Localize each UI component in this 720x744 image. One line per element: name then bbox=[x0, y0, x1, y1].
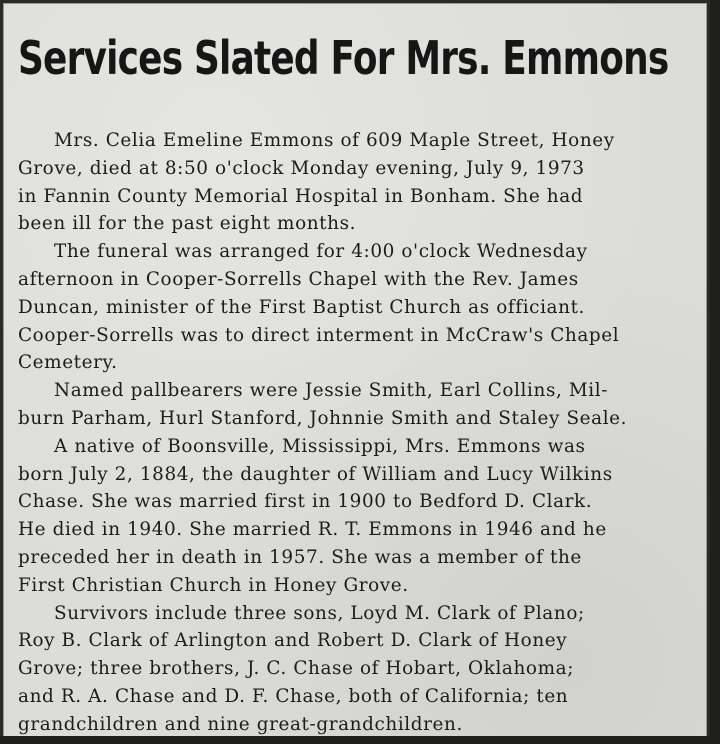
article-line: The funeral was arranged for 4:00 o'clock Wednesday bbox=[54, 241, 588, 263]
article-line: Survivors include three sons, Loyd M. Clark of Plano; bbox=[54, 602, 585, 624]
article-line: Roy B. Clark of Arlington and Robert D. Clark of Honey bbox=[18, 630, 568, 652]
article-line: Mrs. Celia Emeline Emmons of 609 Maple Street, Honey bbox=[54, 130, 615, 151]
article-line: born July 2, 1884, the daughter of William and Lucy Wilkins bbox=[18, 463, 613, 485]
article-line: burn Parham, Hurl Stanford, Johnnie Smith and Staley Seale. bbox=[18, 407, 628, 429]
article-line: afternoon in Cooper-Sorrells Chapel with the Rev. James bbox=[18, 268, 579, 290]
article-line: Cemetery. bbox=[18, 352, 118, 374]
headline: Services Slated For Mrs. Emmons bbox=[18, 31, 669, 85]
scan-border-right bbox=[710, 0, 720, 744]
article-line: Grove; three brothers, J. C. Chase of Hobart, Oklahoma; bbox=[18, 658, 575, 680]
article-line: Cooper-Sorrells was to direct interment in McCraw's Chapel bbox=[18, 324, 620, 346]
article-line: and R. A. Chase and D. F. Chase, both of California; ten bbox=[18, 685, 569, 707]
article-line: Grove, died at 8:50 o'clock Monday evening, July 9, 1973 bbox=[18, 157, 585, 179]
article-line: Chase. She was married first in 1900 to Bedford D. Clark. bbox=[18, 491, 593, 513]
article-line: First Christian Church in Honey Grove. bbox=[18, 574, 409, 596]
article-line: grandchildren and nine great-grandchildren. bbox=[18, 713, 463, 735]
article-line: Named pallbearers were Jessie Smith, Earl Collins, Mil- bbox=[54, 380, 609, 402]
article-line: He died in 1940. She married R. T. Emmons in 1946 and he bbox=[18, 519, 607, 541]
article-line: been ill for the past eight months. bbox=[18, 213, 357, 235]
article-body bbox=[18, 127, 708, 739]
scan-border-bottom bbox=[0, 736, 720, 744]
article-line: in Fannin County Memorial Hospital in Bonham. She had bbox=[18, 185, 584, 207]
article-line: preceded her in death in 1957. She was a member of the bbox=[18, 546, 582, 568]
newspaper-clipping bbox=[4, 4, 706, 736]
article-line: A native of Boonsville, Mississippi, Mrs. Emmons was bbox=[54, 435, 586, 457]
article-line: Duncan, minister of the First Baptist Church as officiant. bbox=[18, 296, 586, 318]
